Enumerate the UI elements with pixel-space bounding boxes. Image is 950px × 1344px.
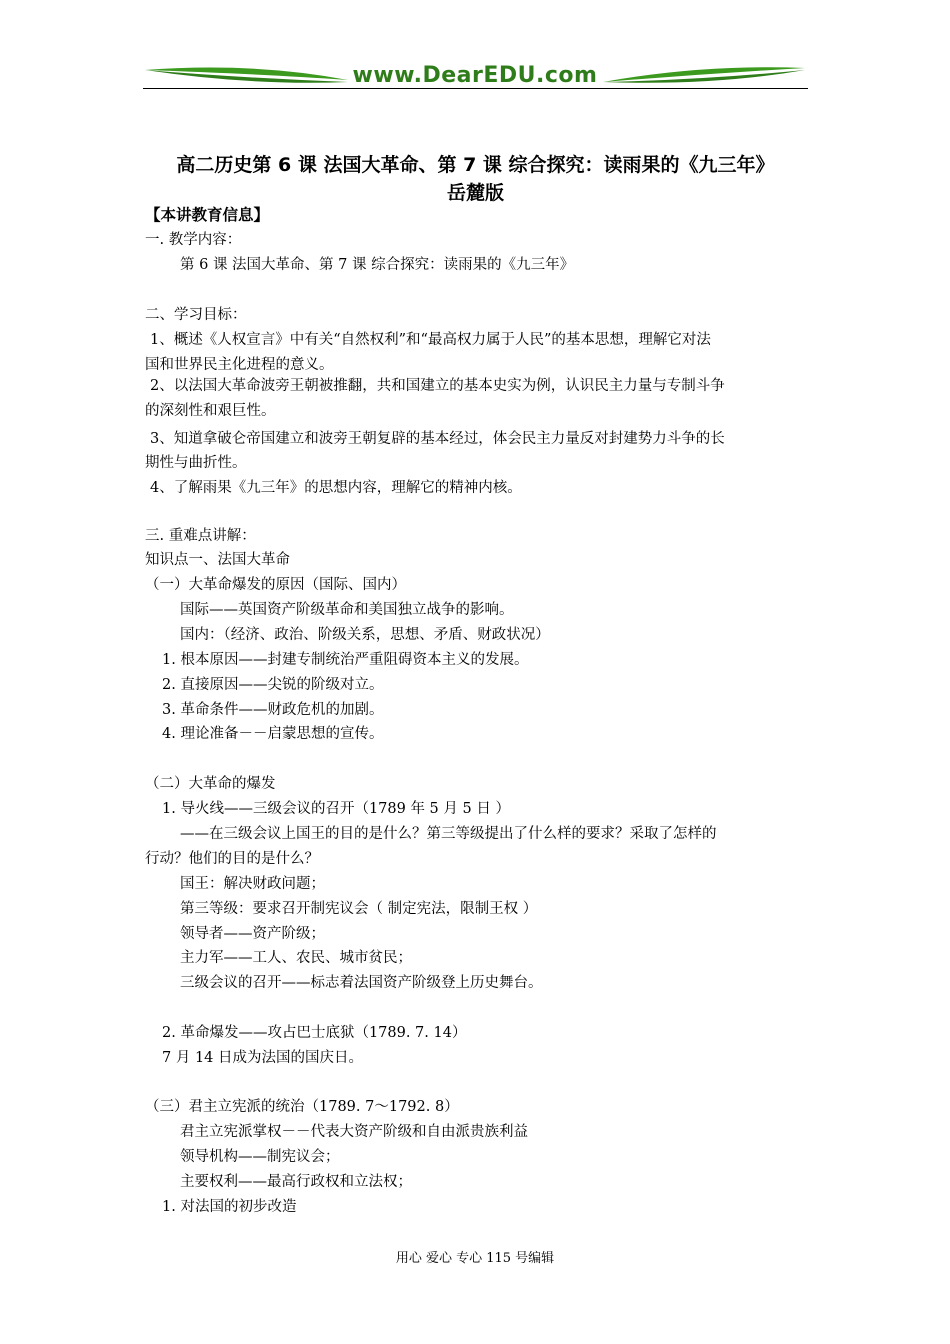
paragraph: 的深刻性和艰巨性。 <box>145 403 276 419</box>
paragraph: 主力军——工人、农民、城市贫民； <box>180 950 412 966</box>
paragraph: 第 6 课 法国大革命、第 7 课 综合探究：读雨果的《九三年》 <box>180 257 575 273</box>
section-title: 一. 教学内容： <box>145 232 242 248</box>
knowledge-point: 知识点一、法国大革命 <box>145 552 290 568</box>
list-item: 1. 对法国的初步改造 <box>162 1199 297 1215</box>
paragraph: 国际——英国资产阶级革命和美国独立战争的影响。 <box>180 602 514 618</box>
section-title: 二、学习目标： <box>145 307 247 323</box>
page-subtitle: 岳麓版 <box>446 182 504 204</box>
paragraph: 3、知道拿破仑帝国建立和波旁王朝复辟的基本经过，体会民主力量反对封建势力斗争的长 <box>150 431 725 447</box>
paragraph: 行动？他们的目的是什么？ <box>145 851 319 867</box>
subsection-title: （一）大革命爆发的原因（国际、国内） <box>145 577 406 593</box>
list-item: 4. 理论准备－－启蒙思想的宣传。 <box>162 726 384 742</box>
paragraph: 国内：（经济、政治、阶级关系，思想、矛盾、财政状况） <box>180 627 550 643</box>
paragraph: 国王：解决财政问题； <box>180 876 325 892</box>
paragraph: 7 月 14 日成为法国的国庆日。 <box>162 1050 364 1066</box>
page-footer: 用心 爱心 专心 115 号编辑 <box>395 1251 555 1266</box>
subsection-title: （二）大革命的爆发 <box>145 776 276 792</box>
page-header <box>143 60 808 94</box>
paragraph: 2、以法国大革命波旁王朝被推翻，共和国建立的基本史实为例，认识民主力量与专制斗争 <box>150 378 725 394</box>
paragraph: 国和世界民主化进程的意义。 <box>145 357 334 373</box>
paragraph: 领导者——资产阶级； <box>180 926 325 942</box>
section-header: 【本讲教育信息】 <box>145 206 270 224</box>
paragraph: 1、概述《人权宣言》中有关“自然权利”和“最高权力属于人民”的基本思想，理解它对法 <box>150 332 711 348</box>
paragraph: 主要权利——最高行政权和立法权； <box>180 1174 412 1190</box>
page-title: 高二历史第 6 课 法国大革命、第 7 课 综合探究：读雨果的《九三年》 <box>176 154 775 176</box>
subsection-title: （三）君主立宪派的统治（1789. 7～1792. 8） <box>145 1099 459 1115</box>
header-rule <box>143 88 808 89</box>
list-item: 1. 导火线——三级会议的召开（1789 年 5 月 5 日 ） <box>162 801 510 817</box>
list-item: 2. 革命爆发——攻占巴士底狱（1789. 7. 14） <box>162 1025 467 1041</box>
list-item: 3. 革命条件——财政危机的加剧。 <box>162 702 384 718</box>
paragraph: 期性与曲折性。 <box>145 455 247 471</box>
section-title: 三. 重难点讲解： <box>145 528 256 544</box>
list-item: 2. 直接原因——尖锐的阶级对立。 <box>162 677 384 693</box>
site-logo[interactable]: www.DearEDU.com <box>352 63 598 88</box>
paragraph: 第三等级：要求召开制宪议会（ 制定宪法，限制王权 ） <box>180 901 538 917</box>
list-item: 1. 根本原因——封建专制统治严重阻碍资本主义的发展。 <box>162 652 529 668</box>
paragraph: 三级会议的召开——标志着法国资产阶级登上历史舞台。 <box>180 975 543 991</box>
paragraph: 君主立宪派掌权－－代表大资产阶级和自由派贵族利益 <box>180 1124 528 1140</box>
paragraph: 领导机构——制宪议会； <box>180 1149 340 1165</box>
paragraph: 4、了解雨果《九三年》的思想内容，理解它的精神内核。 <box>150 480 522 496</box>
paragraph: ——在三级会议上国王的目的是什么？第三等级提出了什么样的要求？采取了怎样的 <box>180 826 717 842</box>
